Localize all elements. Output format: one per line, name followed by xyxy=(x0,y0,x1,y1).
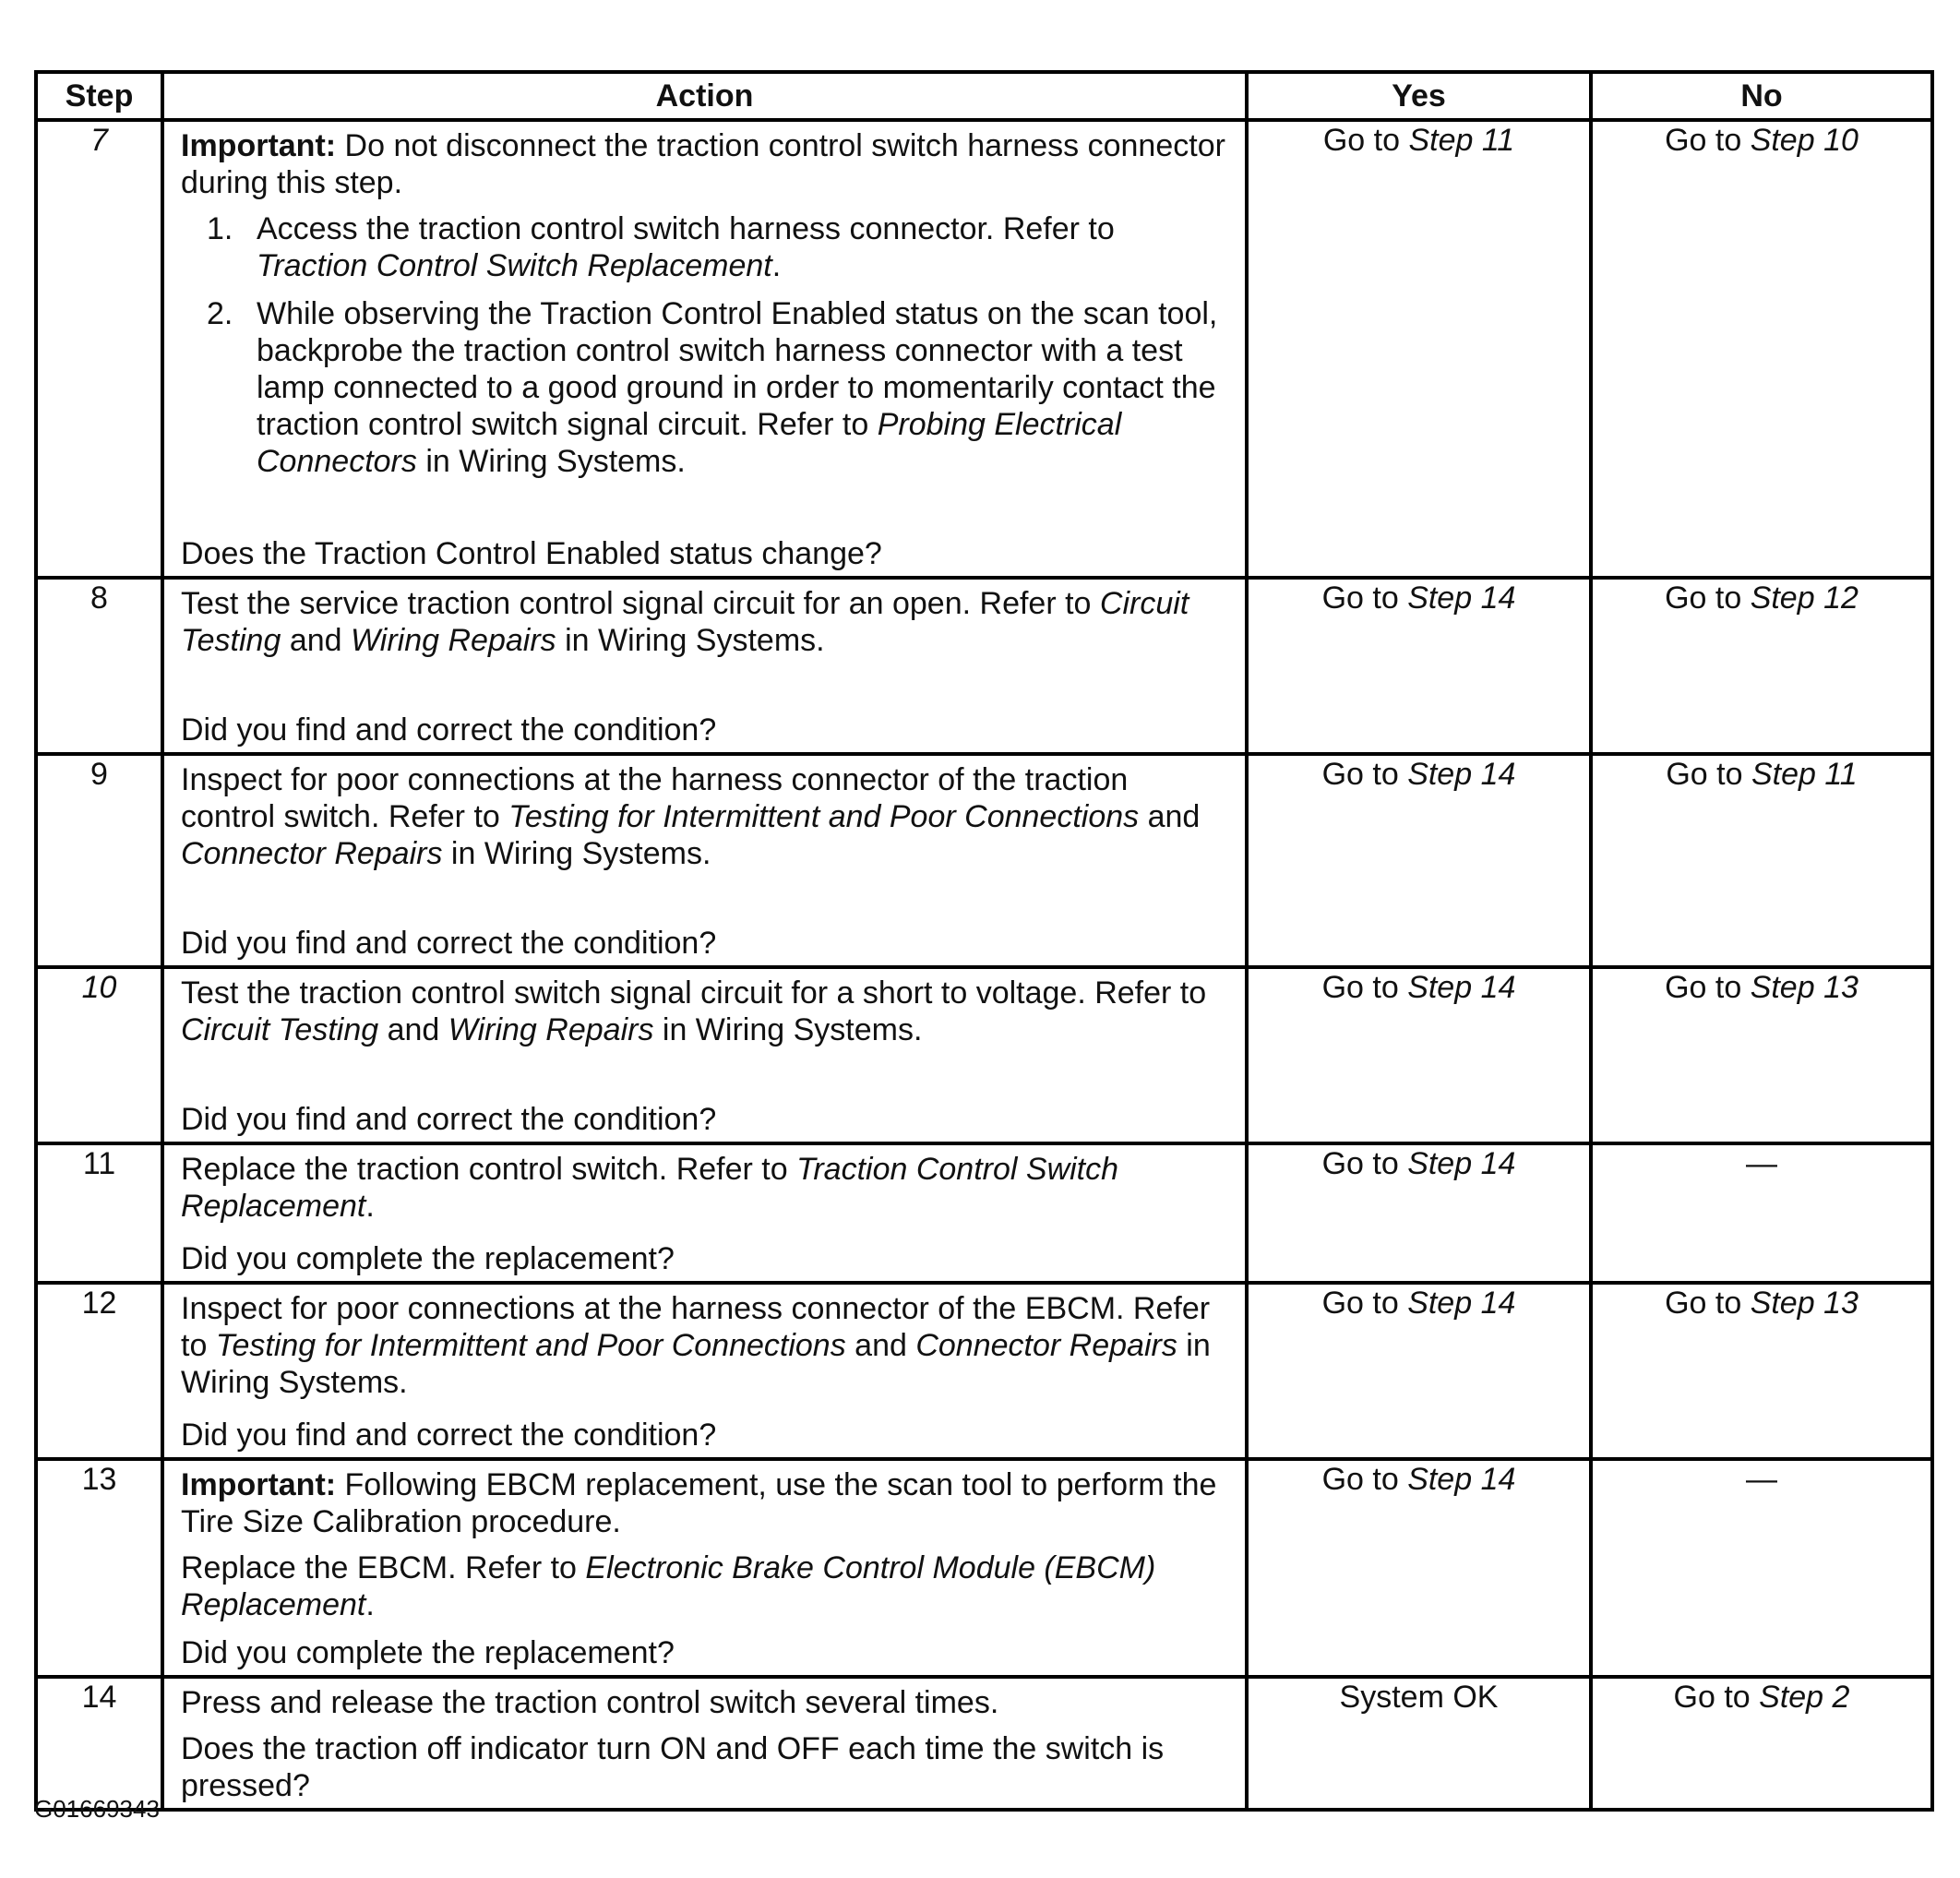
table-row xyxy=(36,754,1932,967)
yes-cell: Go to Step 14 xyxy=(1247,1283,1591,1459)
list-item: 1. Access the traction control switch harness connector. Refer to Traction Control Switch Replacement. xyxy=(207,211,1115,283)
action-text: Inspect for poor connections at the harness connector of the EBCM. Refer to Testing for Intermittent and Poor Connections and Connector Repairs in Wiring Systems. xyxy=(181,1291,1211,1400)
action-text: Test the traction control switch signal circuit for a short to voltage. Refer to Circuit Testing and Wiring Repairs in Wiring Systems. xyxy=(181,975,1207,1047)
action-cell xyxy=(162,1283,1247,1459)
table-row xyxy=(36,120,1932,578)
no-cell: Go to Step 2 xyxy=(1591,1677,1932,1810)
important-text: Following EBCM replacement, use the scan tool to perform the Tire Size Calibration procedure. xyxy=(181,1467,1217,1539)
step-number: 13 xyxy=(36,1459,162,1677)
header-yes: Yes xyxy=(1247,72,1591,120)
action-cell xyxy=(162,120,1247,578)
step-number: 11 xyxy=(36,1143,162,1283)
question-text: Did you find and correct the condition? xyxy=(181,1417,717,1453)
table-row xyxy=(36,967,1932,1143)
question-text: Did you complete the replacement? xyxy=(181,1241,675,1276)
table-row xyxy=(36,578,1932,754)
action-cell xyxy=(162,578,1247,754)
question-text: Does the traction off indicator turn ON and OFF each time the switch is pressed? xyxy=(181,1731,1165,1803)
yes-cell: Go to Step 14 xyxy=(1247,967,1591,1143)
yes-cell: System OK xyxy=(1247,1677,1591,1810)
header-row xyxy=(36,72,1932,120)
important-label: Important: xyxy=(181,1467,337,1502)
important-note xyxy=(181,1466,1228,1540)
question-text: Did you find and correct the condition? xyxy=(181,1102,717,1137)
important-note xyxy=(181,127,1228,201)
no-cell xyxy=(1591,1459,1932,1677)
table-row xyxy=(36,1459,1932,1677)
step-number: 9 xyxy=(36,754,162,967)
action-steps-list xyxy=(181,210,1228,480)
no-dash: — xyxy=(1746,1146,1777,1181)
question-text: Did you complete the replacement? xyxy=(181,1635,675,1670)
question-text: Did you find and correct the condition? xyxy=(181,712,717,748)
question-text: Does the Traction Control Enabled status change? xyxy=(181,536,882,571)
step-number: 12 xyxy=(36,1283,162,1459)
no-cell: Go to Step 13 xyxy=(1591,967,1932,1143)
action-cell xyxy=(162,967,1247,1143)
no-cell: Go to Step 10 xyxy=(1591,120,1932,578)
list-item: 2. While observing the Traction Control Enabled status on the scan tool, backprobe the traction control switch harness connector with a test lamp connected to a good ground in order to momentarily contact the traction control switch signal circuit. Refer to Probing Electrical Connectors in Wiring Systems. xyxy=(207,296,1218,479)
step-number: 10 xyxy=(36,967,162,1143)
action-text: Press and release the traction control switch several times. xyxy=(181,1685,999,1720)
action-cell xyxy=(162,1143,1247,1283)
no-cell: Go to Step 12 xyxy=(1591,578,1932,754)
important-text: Do not disconnect the traction control switch harness connector during this step. xyxy=(181,128,1225,200)
yes-cell: Go to Step 14 xyxy=(1247,1143,1591,1283)
action-text: Inspect for poor connections at the harness connector of the traction control switch. Refer to Testing for Intermittent and Poor Connections and Connector Repairs in Wiring Systems. xyxy=(181,762,1201,871)
action-cell xyxy=(162,1459,1247,1677)
action-cell xyxy=(162,1677,1247,1810)
yes-cell: Go to Step 14 xyxy=(1247,578,1591,754)
yes-cell: Go to Step 14 xyxy=(1247,1459,1591,1677)
header-no: No xyxy=(1591,72,1932,120)
table-row xyxy=(36,1143,1932,1283)
action-cell xyxy=(162,754,1247,967)
action-text: Replace the EBCM. Refer to Electronic Brake Control Module (EBCM) Replacement. xyxy=(181,1550,1156,1622)
header-step: Step xyxy=(36,72,162,120)
diagnostic-table xyxy=(34,70,1934,1812)
table-row xyxy=(36,1677,1932,1810)
header-action: Action xyxy=(162,72,1247,120)
important-label: Important: xyxy=(181,128,337,163)
figure-id: G01669343 xyxy=(34,1795,160,1823)
yes-cell: Go to Step 14 xyxy=(1247,754,1591,967)
step-number: 7 xyxy=(36,120,162,578)
yes-cell: Go to Step 11 xyxy=(1247,120,1591,578)
step-number: 8 xyxy=(36,578,162,754)
no-cell: Go to Step 11 xyxy=(1591,754,1932,967)
no-dash: — xyxy=(1746,1462,1777,1497)
action-text: Replace the traction control switch. Refer to Traction Control Switch Replacement. xyxy=(181,1152,1119,1224)
step-number: 14 xyxy=(36,1677,162,1810)
table-row xyxy=(36,1283,1932,1459)
action-text: Test the service traction control signal circuit for an open. Refer to Circuit Testing and Wiring Repairs in Wiring Systems. xyxy=(181,586,1189,658)
no-cell xyxy=(1591,1143,1932,1283)
question-text: Did you find and correct the condition? xyxy=(181,926,717,961)
no-cell: Go to Step 13 xyxy=(1591,1283,1932,1459)
